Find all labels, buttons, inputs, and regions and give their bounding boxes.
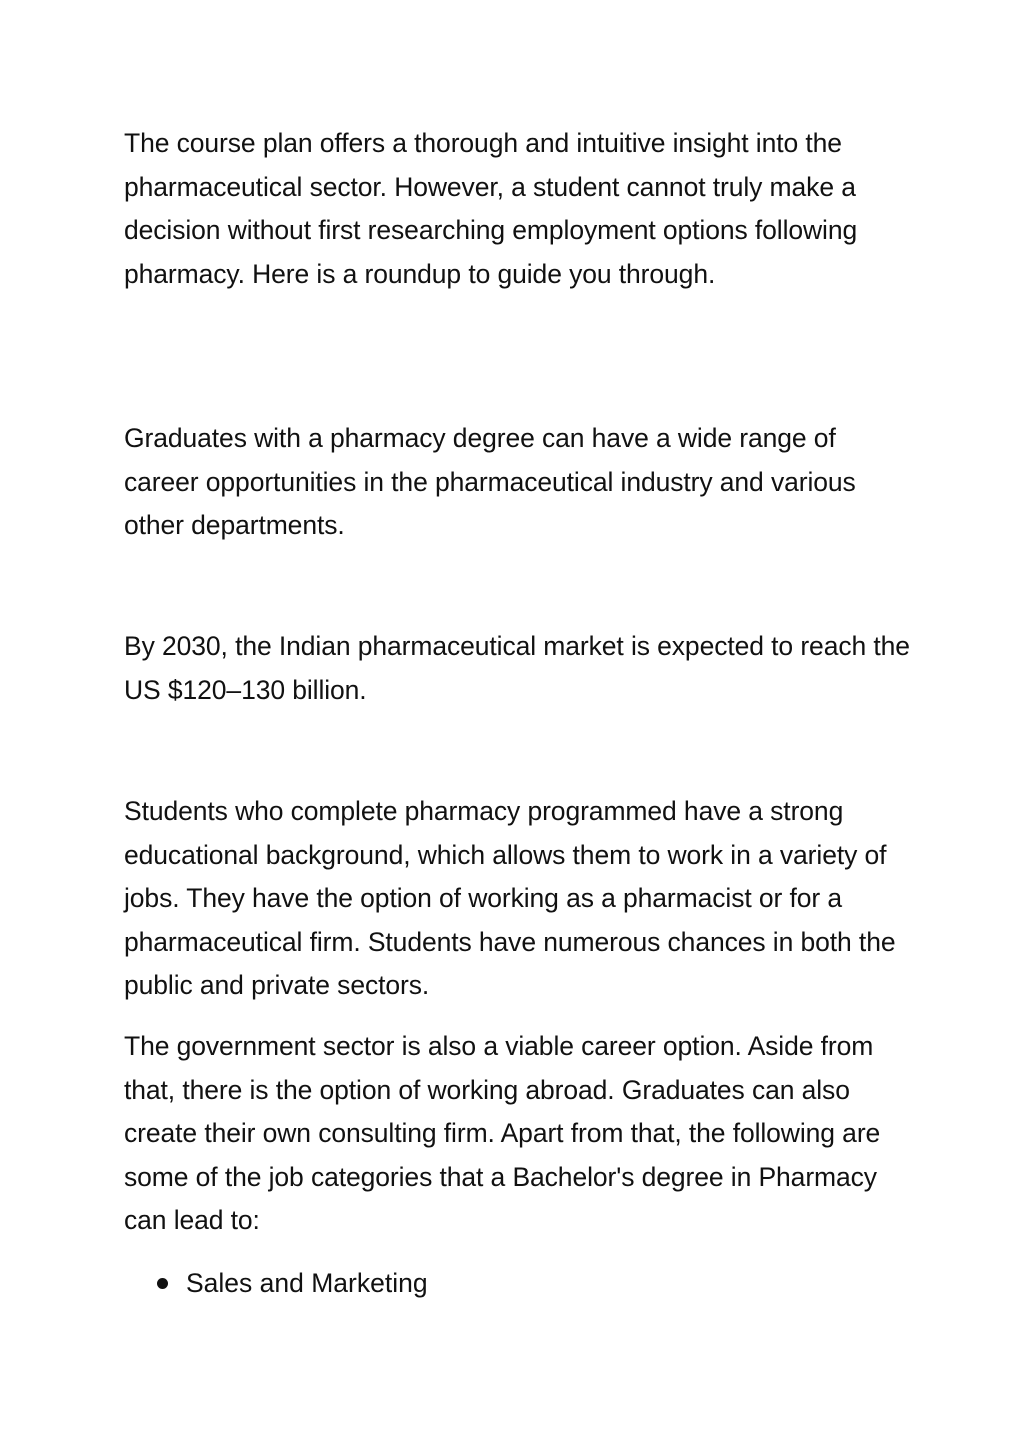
job-category-list [124,1262,428,1306]
paragraph-career-opportunities: Graduates with a pharmacy degree can have a wide range of career opportunities in the pharmaceutical industry and various other departments. [124,423,856,540]
paragraph-intro: The course plan offers a thorough and intuitive insight into the pharmaceutical sector. However, a student cannot truly make a decision without first researching employment options following pharmacy. Here is a roundup to guide you through. [124,128,858,289]
paragraph-student-background: Students who complete pharmacy programmed have a strong educational background, which allows them to work in a variety of jobs. They have the option of working as a pharmacist or for a pharmaceutical firm. Students have numerous chances in both the public and private sectors. [124,796,896,1000]
list-item [124,1262,428,1306]
paragraph-market-forecast: By 2030, the Indian pharmaceutical market is expected to reach the US $120–130 billion. [124,631,910,705]
list-item-label: Sales and Marketing [186,1268,428,1298]
bullet-icon [157,1278,168,1289]
paragraph-government-sector: The government sector is also a viable career option. Aside from that, there is the option of working abroad. Graduates can also create their own consulting firm. Apart from that, the following are some of the job categories that a Bachelor's degree in Pharmacy can lead to: [124,1031,881,1235]
